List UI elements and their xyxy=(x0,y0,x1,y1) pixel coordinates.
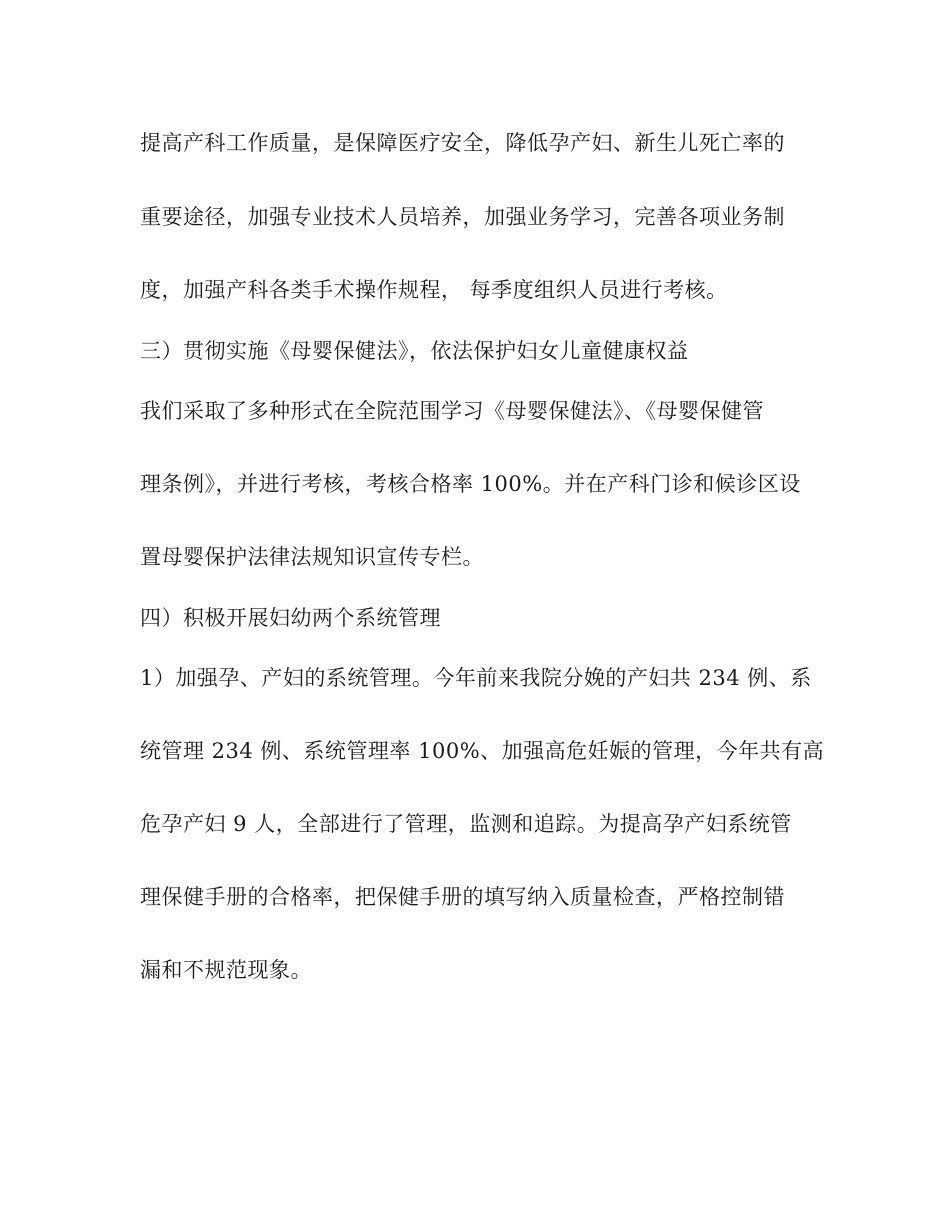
paragraph-line: 理保健手册的合格率，把保健手册的填写纳入质量检查，严格控制错 xyxy=(140,885,785,909)
paragraph-line: 统管理 234 例、系统管理率 100%、加强高危妊娠的管理，今年共有高 xyxy=(140,739,825,763)
paragraph-line: 危孕产妇 9 人，全部进行了管理，监测和追踪。为提高孕产妇系统管 xyxy=(140,812,792,836)
paragraph-line: 1）加强孕、产妇的系统管理。今年前来我院分娩的产妇共 234 例、系 xyxy=(140,666,812,690)
paragraph-line: 度，加强产科各类手术操作规程， 每季度组织人员进行考核。 xyxy=(140,278,728,302)
section-heading: 三）贯彻实施《母婴保健法》，依法保护妇女儿童健康权益 xyxy=(140,339,689,363)
paragraph-line: 我们采取了多种形式在全院范围学习《母婴保健法》、《母婴保健管 xyxy=(140,399,764,423)
paragraph-line: 理条例》，并进行考核，考核合格率 100%。并在产科门诊和候诊区设 xyxy=(140,472,801,496)
paragraph-line: 置母婴保护法律法规知识宣传专栏。 xyxy=(140,545,484,569)
paragraph-line: 提高产科工作质量，是保障医疗安全，降低孕产妇、新生儿死亡率的 xyxy=(140,131,785,155)
paragraph-line: 重要途径，加强专业技术人员培养，加强业务学习，完善各项业务制 xyxy=(140,205,785,229)
paragraph-line: 漏和不规范现象。 xyxy=(140,958,312,982)
section-heading: 四）积极开展妇幼两个系统管理 xyxy=(140,606,441,630)
